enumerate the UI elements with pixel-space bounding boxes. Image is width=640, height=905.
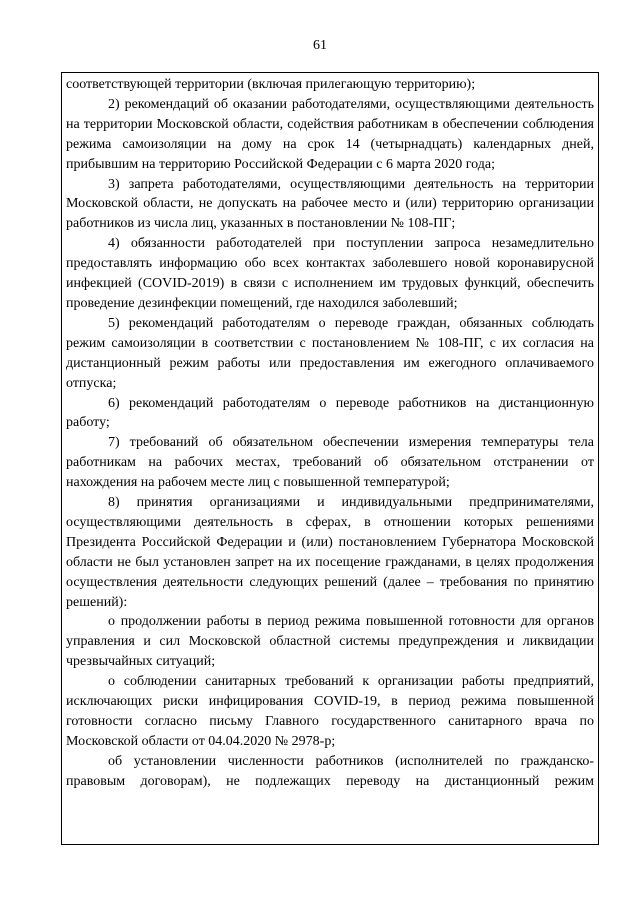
paragraph-5: 5) рекомендаций работодателям о переводе граждан, обязанных соблюдать режим самоизоляции в соответствии с постановлением № 108-ПГ, с их согласия на дистанционный режим работы или предоставления им ежегодного оплачиваемого отпуска; xyxy=(66,315,594,391)
paragraph-6: 6) рекомендаций работодателям о переводе работников на дистанционную работу; xyxy=(66,395,594,431)
paragraph-9: о продолжении работы в период режима повышенной готовности для органов управления и сил Московской областной системы предупреждения и ликвидации чрезвычайных ситуаций; xyxy=(66,614,594,670)
paragraph-7: 7) требований об обязательном обеспечении измерения температуры тела работникам на рабочих местах, требований об обязательном отстранении от нахождения на рабочем месте лиц с повышенной температурой; xyxy=(66,435,594,491)
paragraph-3: 3) запрета работодателями, осуществляющими деятельность на территории Московской области, не допускать на рабочее место и (или) территорию организации работников из числа лиц, указанных в постановлении № 108-ПГ; xyxy=(66,176,594,232)
paragraph-1: соответствующей территории (включая прилегающую территорию); xyxy=(66,77,476,92)
paragraph-10: о соблюдении санитарных требований к организации работы предприятий, исключающих риски инфицирования COVID-19, в период режима повышенной готовности согласно письму Главного государственного санитарного врача по Московской области от 04.04.2020 № 2978-р; xyxy=(66,674,594,749)
paragraph-8: 8) принятия организациями и индивидуальными предпринимателями, осуществляющими деятельность в сферах, в отношении которых решениями Президента Российской Федерации и (или) постановлением Губернатора Московской области не был установлен запрет на их посещение гражданами, в целях продолжения осуществления деятельности следующих решений (далее – требования по принятию решений): xyxy=(66,495,594,610)
paragraph-4: 4) обязанности работодателей при поступлении запроса незамедлительно предоставлять информацию обо всех контактах заболевшего новой коронавирусной инфекцией (COVID-2019) в связи с исполнением им трудовых функций, обеспечить проведение дезинфекции помещений, где находился заболевший; xyxy=(66,236,594,311)
paragraph-11: об установлении численности работников (исполнителей по гражданско-правовым договорам), не подлежащих переводу на дистанционный режим xyxy=(66,753,594,789)
page-number: 61 xyxy=(313,38,327,53)
text-frame xyxy=(61,72,599,845)
paragraph-2: 2) рекомендаций об оказании работодателями, осуществляющими деятельность на территории Московской области, содействия работникам в обеспечении соблюдения режима самоизоляции на дому на срок 14 (четырнадцать) календарных дней, прибывшим на территорию Российской Федерации с 6 марта 2020 года; xyxy=(66,96,594,172)
